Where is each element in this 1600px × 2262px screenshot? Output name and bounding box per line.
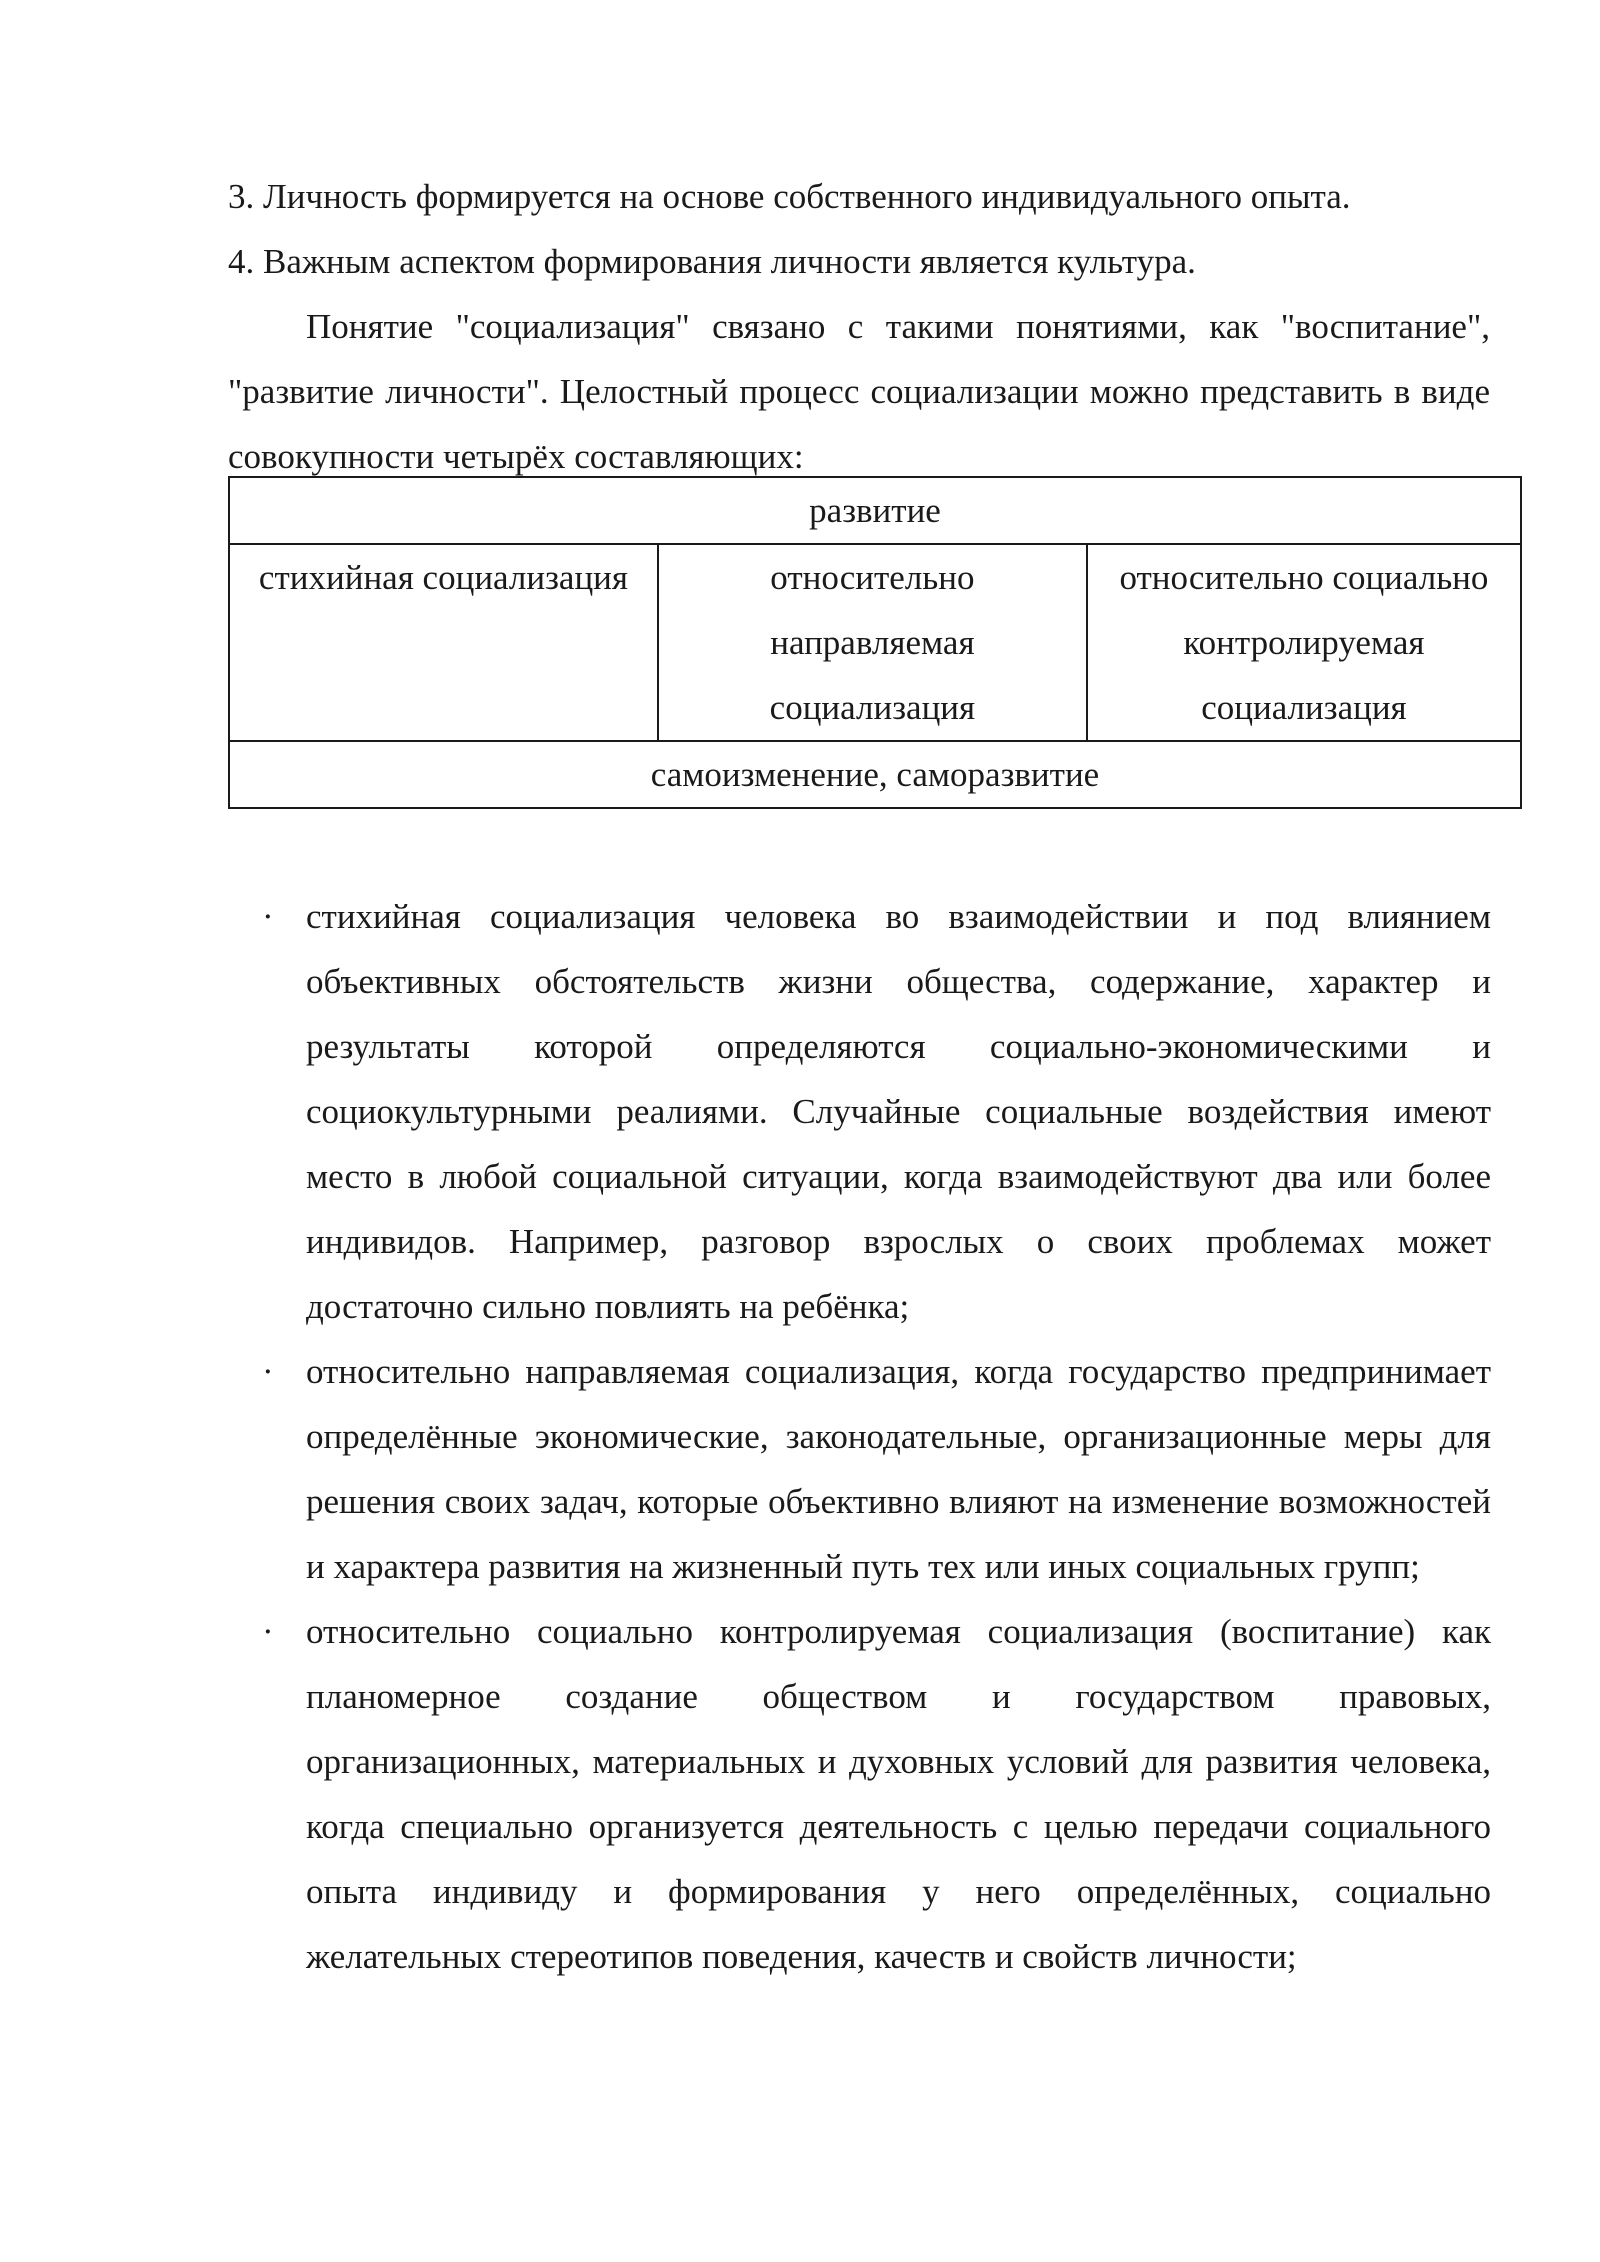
table-cell-directed: относительно направляемая социализация — [658, 544, 1087, 741]
table-row — [229, 741, 1521, 808]
table-cell-development: развитие — [229, 477, 1521, 544]
intro-paragraph: Понятие "социализация" связано с такими понятиями, как "воспитание", "развитие личности". Целостный процесс социализации можно представить в виде совокупности четырёх составляющих: — [228, 307, 1490, 476]
bullet-text: относительно социально контролируемая социализация (воспитание) как планомерное создание обществом и государством правовых, организационных, материальных и духовных условий для развития человека, когда специально организуется деятельность с целью передачи социального опыта индивиду и формирования у него определённых, социально желательных стереотипов поведения, качеств и свойств личности; — [306, 1612, 1491, 1976]
bullet-dot: · — [262, 1352, 274, 1391]
list-item-4: 4. Важным аспектом формирования личности является культура. — [228, 242, 1196, 281]
list-item — [262, 1599, 1491, 1989]
bullet-list — [0, 884, 1600, 1989]
bullet-dot: · — [262, 897, 274, 936]
table-row — [229, 544, 1521, 741]
bullet-text: стихийная социализация человека во взаимодействии и под влиянием объективных обстоятельств жизни общества, содержание, характер и результаты которой определяются социально-экономическими и социокультурными реалиями. Случайные социальные воздействия имеют место в любой социальной ситуации, когда взаимодействуют два или более индивидов. Например, разговор взрослых о своих проблемах может достаточно сильно повлиять на ребёнка; — [306, 897, 1491, 1326]
list-item — [262, 1339, 1491, 1599]
socialization-table — [228, 476, 1522, 809]
table-cell-controlled: относительно социально контролируемая социализация — [1087, 544, 1521, 741]
bullet-dot: · — [262, 1612, 274, 1651]
bullet-text: относительно направляемая социализация, когда государство предпринимает определённые экономические, законодательные, организационные меры для решения своих задач, которые объективно влияют на изменение возможностей и характера развития на жизненный путь тех или иных социальных групп; — [306, 1352, 1491, 1586]
list-item — [262, 884, 1491, 1339]
table-cell-spontaneous: стихийная социализация — [229, 544, 658, 741]
table-row — [229, 477, 1521, 544]
list-item-3: 3. Личность формируется на основе собственного индивидуального опыта. — [228, 177, 1351, 216]
table-cell-self-development: самоизменение, саморазвитие — [229, 741, 1521, 808]
